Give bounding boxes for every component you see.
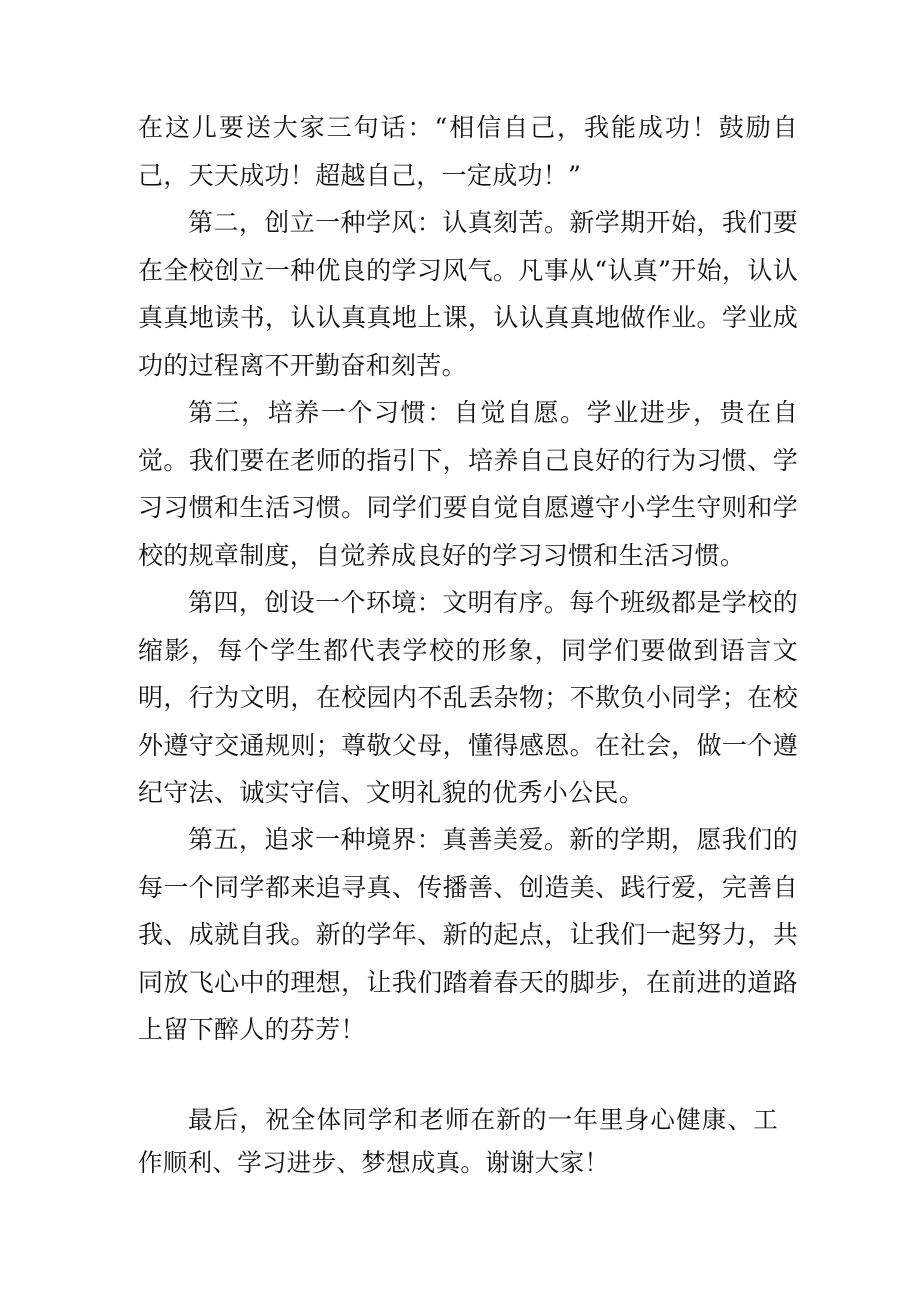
- paragraph-closing: 最后，祝全体同学和老师在新的一年里身心健康、工作顺利、学习进步、梦想成真。谢谢大家！: [138, 1105, 778, 1177]
- paragraph-fourth-point: 第四，创设一个环境：文明有序。每个班级都是学校的缩影，每个学生都代表学校的形象，同学们要做到语言文明，行为文明，在校园内不乱丢杂物；不欺负小同学；在校外遵守交通规则；尊敬父母，懂得感恩。在社会，做一个遵纪守法、诚实守信、文明礼貌的优秀小公民。: [138, 588, 798, 807]
- paragraph-fifth-point: 第五，追求一种境界：真善美爱。新的学期，愿我们的每一个同学都来追寻真、传播善、创造美、践行爱，完善自我、成就自我。新的学年、新的起点，让我们一起努力，共同放飞心中的理想，让我们踏着春天的脚步，在前进的道路上留下醉人的芬芳！: [138, 825, 798, 1044]
- paragraph-second-point: 第二，创立一种学风：认真刻苦。新学期开始，我们要在全校创立一种优良的学习风气。凡事从“认真”开始，认认真真地读书，认认真真地上课，认认真真地做作业。学业成功的过程离不开勤奋和刻苦。: [138, 208, 798, 380]
- paragraph-three-sayings: 在这儿要送大家三句话：“相信自己，我能成功！鼓励自己，天天成功！超越自己，一定成功！”: [138, 113, 798, 190]
- paragraph-third-point: 第三，培养一个习惯：自觉自愿。学业进步，贵在自觉。我们要在老师的指引下，培养自己良好的行为习惯、学习习惯和生活习惯。同学们要自觉自愿遵守小学生守则和学校的规章制度，自觉养成良好的学习习惯和生活习惯。: [138, 398, 798, 570]
